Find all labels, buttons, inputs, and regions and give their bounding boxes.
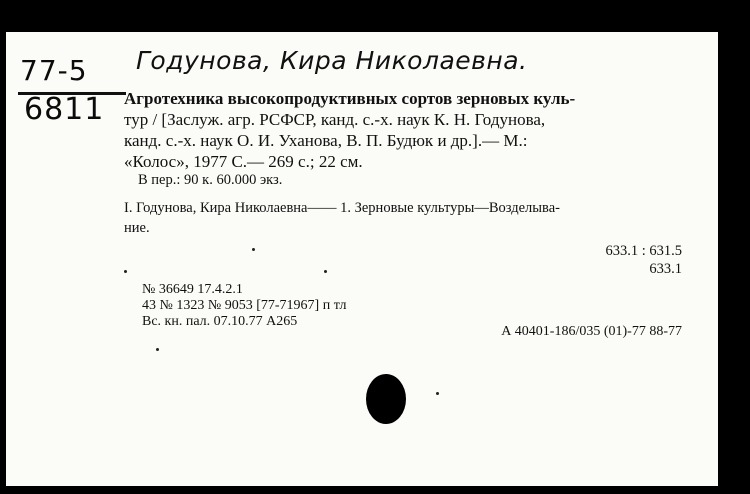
call-number-top: 77-5 xyxy=(20,54,88,87)
tracing-line-1: I. Годунова, Кира Николаевна—— 1. Зерновые культуры—Возделыва- xyxy=(124,200,560,216)
speck xyxy=(436,392,439,395)
bibliographic-description xyxy=(124,88,684,172)
tracing-line-2: ние. xyxy=(124,220,150,236)
classification-udc: 633.1 : 631.5 xyxy=(605,243,682,259)
speck xyxy=(124,270,127,273)
catalog-card xyxy=(6,32,718,486)
tracings xyxy=(124,198,684,238)
classification-bbk: 633.1 xyxy=(649,261,682,277)
call-number-bottom: 6811 xyxy=(24,92,105,127)
stat-line-3: Вс. кн. пал. 07.10.77 А265 xyxy=(142,314,298,329)
handwritten-author: Годунова, Кира Николаевна. xyxy=(136,46,528,75)
speck xyxy=(156,348,159,351)
publisher-code: А 40401-186/035 (01)-77 88-77 xyxy=(501,324,682,339)
title-line-3: канд. с.-х. наук О. И. Уханова, В. П. Будюк и др.].— М.: xyxy=(124,131,528,150)
title-line-2: тур / [Заслуж. агр. РСФСР, канд. с.-х. наук К. Н. Годунова, xyxy=(124,110,546,129)
price-line: В пер.: 90 к. 60.000 экз. xyxy=(138,172,283,188)
title-line-1: Агротехника высокопродуктивных сортов зерновых куль- xyxy=(124,89,576,108)
speck xyxy=(324,270,327,273)
stat-line-2: 43 № 1323 № 9053 [77-71967] п тл xyxy=(142,298,347,313)
classification-numbers xyxy=(605,242,682,278)
speck xyxy=(252,248,255,251)
punch-hole xyxy=(366,374,406,424)
stat-line-1: № 36649 17.4.2.1 xyxy=(142,282,243,297)
title-line-4: «Колос», 1977 С.— 269 с.; 22 см. xyxy=(124,152,363,171)
statistics-block xyxy=(142,282,346,330)
